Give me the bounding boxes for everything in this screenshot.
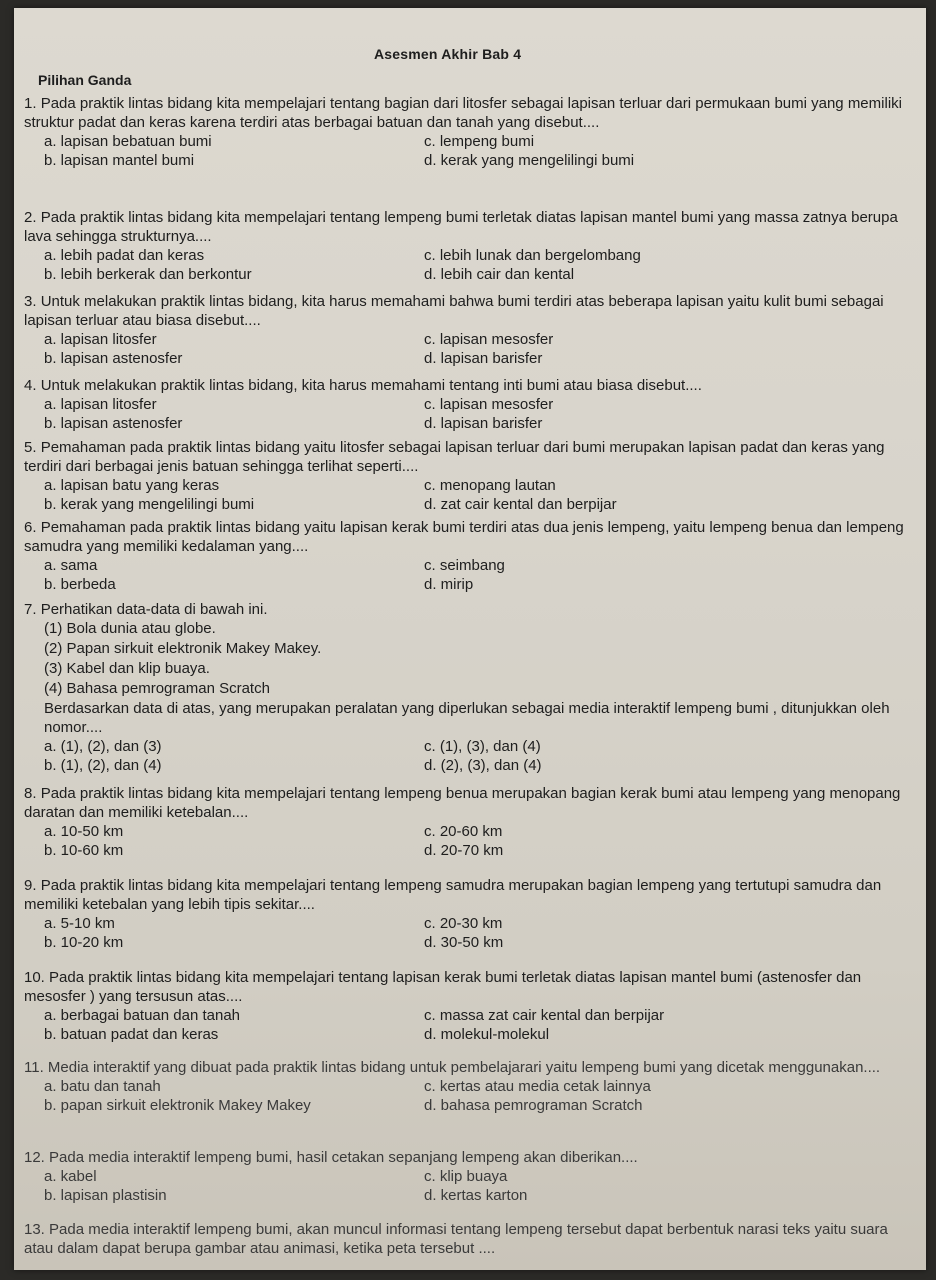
option-b[interactable]: b. batuan padat dan keras	[44, 1026, 219, 1043]
question-number: 12.	[24, 1149, 45, 1166]
data-item: (4) Bahasa pemrograman Scratch	[44, 680, 270, 697]
option-a[interactable]: a. lebih padat dan keras	[44, 247, 205, 264]
question-text: Pada praktik lintas bidang kita mempelajari tentang lempeng samudra merupakan bagian lempeng yang tertutupi samudra dan memiliki ketebalan yang lebih tipis sekitar....	[24, 877, 882, 913]
option-c[interactable]: c. 20-60 km	[424, 823, 503, 840]
option-c[interactable]: c. lapisan mesosfer	[424, 331, 554, 348]
option-a[interactable]: a. sama	[44, 557, 98, 574]
data-item: (3) Kabel dan klip buaya.	[44, 660, 210, 677]
question-stem	[24, 1220, 912, 1258]
question-text: Pada praktik lintas bidang kita mempelajari tentang lempeng bumi terletak diatas lapisan mantel bumi yang massa zatnya berupa lava sehingga strukturnya....	[24, 209, 898, 245]
option-c[interactable]: c. 20-30 km	[424, 915, 503, 932]
option-b[interactable]: b. (1), (2), dan (4)	[44, 757, 162, 774]
question-text: Pemahaman pada praktik lintas bidang yaitu lapisan kerak bumi terdiri atas dua jenis lempeng, yaitu lempeng benua dan lempeng samudra yang memiliki kedalaman yang....	[24, 519, 904, 555]
option-d[interactable]: d. 20-70 km	[424, 842, 504, 859]
question-number: 11.	[24, 1059, 44, 1076]
option-c[interactable]: c. kertas atau media cetak lainnya	[424, 1078, 651, 1095]
question-text: Pada praktik lintas bidang kita mempelajari tentang lempeng benua merupakan bagian kerak bumi atau lempeng yang menopang daratan dan memiliki ketebalan....	[24, 785, 901, 821]
options	[24, 1077, 912, 1115]
page-title: Asesmen Akhir Bab 4	[374, 46, 522, 62]
question-4	[24, 376, 912, 433]
question-followup: Berdasarkan data di atas, yang merupakan peralatan yang diperlukan sebagai media interaktif lempeng bumi , ditunjukkan oleh nomor....	[44, 700, 890, 736]
question-number: 13.	[24, 1221, 45, 1238]
options	[24, 1167, 912, 1205]
option-c[interactable]: c. lapisan mesosfer	[424, 396, 554, 413]
question-number: 9.	[24, 877, 37, 894]
question-number: 7.	[24, 601, 37, 618]
question-text: Perhatikan data-data di bawah ini.	[40, 601, 268, 618]
options	[24, 556, 912, 594]
option-b[interactable]: b. lapisan astenosfer	[44, 415, 183, 432]
option-b[interactable]: b. lapisan plastisin	[44, 1187, 167, 1204]
data-list	[24, 619, 912, 699]
option-d[interactable]: d. zat cair kental dan berpijar	[424, 496, 617, 513]
option-a[interactable]: a. lapisan bebatuan bumi	[44, 133, 212, 150]
options	[24, 914, 912, 952]
question-stem	[24, 518, 912, 556]
option-a[interactable]: a. (1), (2), dan (3)	[44, 738, 162, 755]
question-13	[24, 1220, 912, 1258]
option-d[interactable]: d. molekul-molekul	[424, 1026, 550, 1043]
option-a[interactable]: a. lapisan batu yang keras	[44, 477, 220, 494]
option-c[interactable]: c. seimbang	[424, 557, 505, 574]
option-c[interactable]: c. lempeng bumi	[424, 133, 535, 150]
option-c[interactable]: c. (1), (3), dan (4)	[424, 738, 541, 755]
worksheet-page	[14, 8, 926, 1270]
question-number: 2.	[24, 209, 37, 226]
options	[24, 246, 912, 284]
question-8	[24, 784, 912, 860]
question-3	[24, 292, 912, 368]
option-b[interactable]: b. lapisan astenosfer	[44, 350, 183, 367]
option-b[interactable]: b. kerak yang mengelilingi bumi	[44, 496, 255, 513]
question-text: Media interaktif yang dibuat pada praktik lintas bidang untuk pembelajarari yaitu lempeng bumi yang dicetak menggunakan....	[47, 1059, 881, 1076]
option-d[interactable]: d. 30-50 km	[424, 934, 504, 951]
question-number: 1.	[24, 95, 37, 112]
question-stem	[24, 292, 912, 330]
option-b[interactable]: b. 10-20 km	[44, 934, 124, 951]
option-c[interactable]: c. lebih lunak dan bergelombang	[424, 247, 641, 264]
question-6	[24, 518, 912, 594]
question-text: Pada media interaktif lempeng bumi, hasil cetakan sepanjang lempeng akan diberikan....	[49, 1149, 638, 1166]
options	[24, 822, 912, 860]
option-a[interactable]: a. 5-10 km	[44, 915, 115, 932]
question-12	[24, 1148, 912, 1205]
options	[24, 476, 912, 514]
question-stem	[24, 1148, 912, 1167]
option-d[interactable]: d. kertas karton	[424, 1187, 528, 1204]
question-text: Untuk melakukan praktik lintas bidang, kita harus memahami bahwa bumi terdiri atas beberapa lapisan yaitu kulit bumi sebagai lapisan terluar atau biasa disebut....	[24, 293, 884, 329]
question-2	[24, 208, 912, 284]
data-item: (2) Papan sirkuit elektronik Makey Makey.	[44, 640, 322, 657]
option-d[interactable]: d. lapisan barisfer	[424, 350, 543, 367]
section-heading: Pilihan Ganda	[38, 72, 132, 88]
option-b[interactable]: b. 10-60 km	[44, 842, 124, 859]
question-10	[24, 968, 912, 1044]
question-number: 5.	[24, 439, 37, 456]
option-a[interactable]: a. lapisan litosfer	[44, 331, 157, 348]
question-stem	[24, 376, 912, 395]
question-number: 4.	[24, 377, 37, 394]
option-d[interactable]: d. lebih cair dan kental	[424, 266, 575, 283]
option-b[interactable]: b. lebih berkerak dan berkontur	[44, 266, 252, 283]
option-b[interactable]: b. berbeda	[44, 576, 116, 593]
question-5	[24, 438, 912, 514]
question-number: 8.	[24, 785, 37, 802]
question-text: Pada media interaktif lempeng bumi, akan muncul informasi tentang lempeng tersebut dapat berbentuk narasi teks yaitu suara atau dalam dapat berupa gambar atau animasi, ketika peta tersebut ....	[24, 1221, 888, 1257]
option-d[interactable]: d. bahasa pemrograman Scratch	[424, 1097, 643, 1114]
question-text: Pemahaman pada praktik lintas bidang yaitu litosfer sebagai lapisan terluar dari bumi merupakan lapisan padat dan keras yang terdiri dari berbagai jenis batuan sehingga terlihat seperti....	[24, 439, 885, 475]
option-b[interactable]: b. papan sirkuit elektronik Makey Makey	[44, 1097, 311, 1114]
option-d[interactable]: d. lapisan barisfer	[424, 415, 543, 432]
option-c[interactable]: c. menopang lautan	[424, 477, 556, 494]
question-stem	[24, 600, 912, 619]
options	[24, 395, 912, 433]
question-stem	[24, 94, 912, 132]
option-a[interactable]: a. 10-50 km	[44, 823, 124, 840]
question-number: 10.	[24, 969, 45, 986]
option-a[interactable]: a. kabel	[44, 1168, 97, 1185]
question-7	[24, 600, 912, 775]
data-item: (1) Bola dunia atau globe.	[44, 620, 216, 637]
question-text: Untuk melakukan praktik lintas bidang, kita harus memahami tentang inti bumi atau biasa disebut....	[40, 377, 702, 394]
option-c[interactable]: c. massa zat cair kental dan berpijar	[424, 1007, 665, 1024]
question-text: Pada praktik lintas bidang kita mempelajari tentang lapisan kerak bumi terletak diatas lapisan mantel bumi (astenosfer dan mesosfer ) yang tersusun atas....	[24, 969, 862, 1005]
question-number: 6.	[24, 519, 37, 536]
question-1	[24, 94, 912, 170]
question-stem	[24, 968, 912, 1006]
option-b[interactable]: b. lapisan mantel bumi	[44, 152, 195, 169]
options	[24, 737, 912, 775]
option-c[interactable]: c. klip buaya	[424, 1168, 508, 1185]
option-a[interactable]: a. berbagai batuan dan tanah	[44, 1007, 241, 1024]
options	[24, 132, 912, 170]
question-stem	[24, 1058, 912, 1077]
question-11	[24, 1058, 912, 1115]
question-stem	[24, 876, 912, 914]
question-number: 3.	[24, 293, 37, 310]
question-stem	[24, 438, 912, 476]
option-d[interactable]: d. kerak yang mengelilingi bumi	[424, 152, 635, 169]
question-text: Pada praktik lintas bidang kita mempelajari tentang bagian dari litosfer sebagai lapisan terluar dari permukaan bumi yang memiliki struktur padat dan keras karena terdiri atas berbagai batuan dan tanah yang disebut....	[24, 95, 902, 131]
option-d[interactable]: d. (2), (3), dan (4)	[424, 757, 542, 774]
options	[24, 1006, 912, 1044]
question-stem	[24, 784, 912, 822]
option-d[interactable]: d. mirip	[424, 576, 474, 593]
options	[24, 330, 912, 368]
question-9	[24, 876, 912, 952]
option-a[interactable]: a. lapisan litosfer	[44, 396, 157, 413]
question-stem	[24, 208, 912, 246]
option-a[interactable]: a. batu dan tanah	[44, 1078, 161, 1095]
